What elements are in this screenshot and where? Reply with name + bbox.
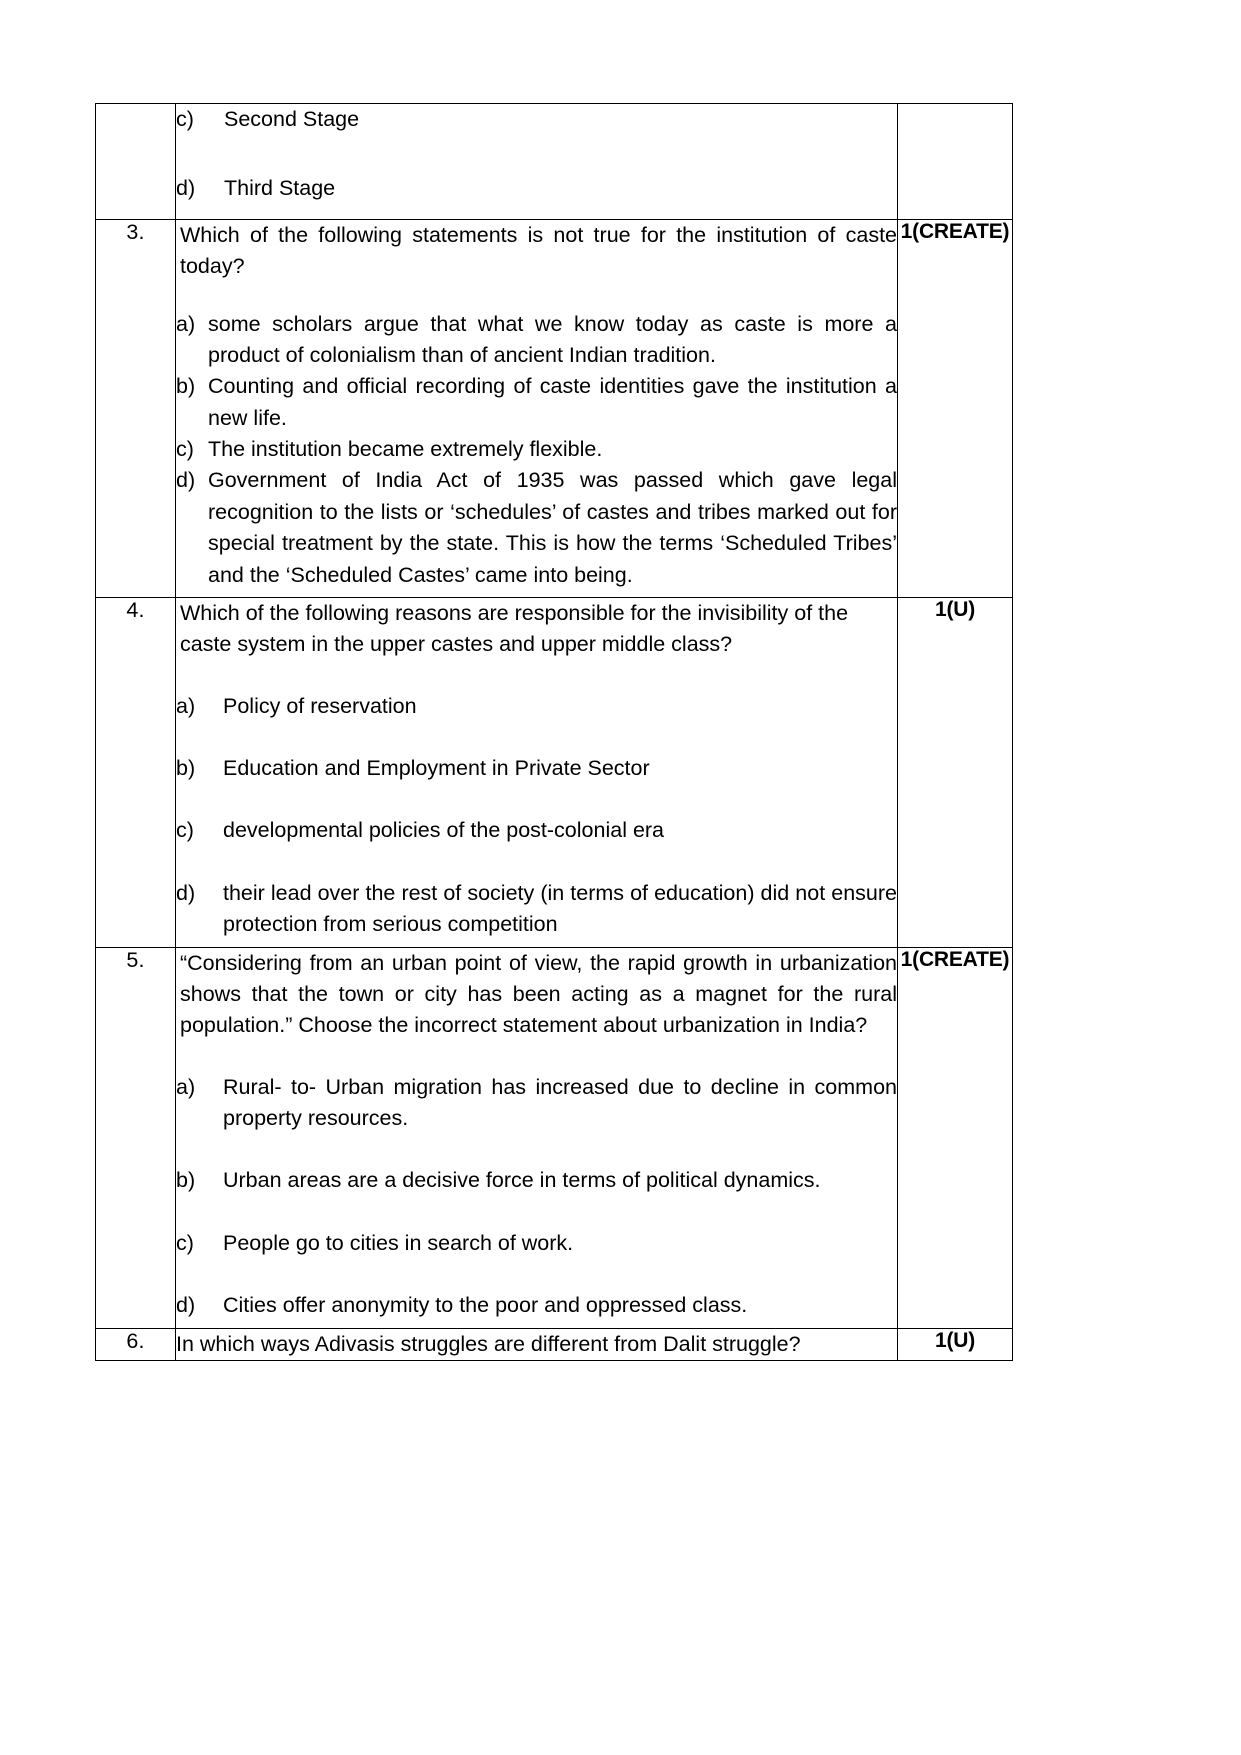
list-item [176,465,897,591]
option-label: b) [176,756,196,780]
option-label: d) [176,176,196,201]
option-text: Urban areas are a decisive force in terms of political dynamics. [223,1168,821,1193]
question-body-cell [176,597,898,947]
table-row [96,104,1013,220]
option-label: c) [176,818,194,843]
marks-cell [898,947,1013,1328]
option-text: Counting and official recording of caste identities gave the institution a new life. [208,374,897,430]
marks-value: 1(CREATE) [900,219,1010,243]
question-stem: Which of the following statements is not true for the institution of caste today? [180,222,897,279]
option-label: c) [176,437,194,461]
question-number: 4. [126,597,145,622]
question-number-cell [96,104,176,220]
option-label: a) [176,1074,196,1099]
list-item [176,1165,897,1196]
option-label: d) [176,880,196,905]
option-label: b) [176,374,196,399]
option-text: some scholars argue that what we know today as caste is more a product of colonialism than of ancient Indian tradition. [208,311,897,367]
table-row [96,947,1013,1328]
option-list [176,1072,897,1322]
question-body-cell [176,1328,898,1360]
marks-cell [898,104,1013,220]
question-number-cell [96,219,176,597]
question-stem: In which ways Adivasis struggles are different from Dalit struggle? [176,1331,801,1356]
list-item [176,878,897,941]
option-label: b) [176,1168,196,1193]
question-table [95,103,1013,1361]
list-item [176,434,897,465]
list-item [176,815,897,846]
option-text: The institution became extremely flexible. [208,437,603,461]
option-list [176,309,897,591]
list-item [176,1072,897,1135]
option-text: Policy of reservation [223,693,417,718]
table-row [96,219,1013,597]
question-body-cell [176,947,898,1328]
marks-value: 1(U) [934,597,976,621]
list-item [176,753,897,784]
question-number: 3. [126,219,145,244]
option-text: Third Stage [224,176,336,201]
table-row [96,597,1013,947]
option-text: Rural- to- Urban migration has increased due to decline in common property resources. [223,1074,897,1130]
option-list [176,691,897,941]
option-text: developmental policies of the post-colonial era [223,818,665,843]
question-number-cell [96,1328,176,1360]
question-number: 5. [126,947,145,972]
list-item [176,691,897,722]
list-item [176,309,897,372]
option-label: d) [176,468,196,493]
marks-cell [898,597,1013,947]
list-item [176,1228,897,1259]
list-item [176,1290,897,1321]
list-item [176,104,897,135]
option-text: their lead over the rest of society (in terms of education) did not ensure protection from serious competition [223,880,897,937]
marks-value: 1(CREATE) [900,947,1010,971]
option-label: a) [176,693,196,718]
list-item [176,371,897,434]
question-body-cell [176,219,898,597]
option-label: a) [176,311,196,336]
marks-cell [898,219,1013,597]
option-label: d) [176,1293,196,1318]
option-text: Cities offer anonymity to the poor and oppressed class. [223,1293,748,1318]
option-text: Government of India Act of 1935 was passed which gave legal recognition to the lists or ‘schedules’ of castes and tribes marked out for special treatment by the state. This is how the terms ‘Scheduled Tribes’ and the ‘Scheduled Castes’ came into being. [208,468,897,587]
option-text: People go to cities in search of work. [223,1230,574,1255]
marks-cell [898,1328,1013,1360]
question-stem: Which of the following reasons are responsible for the invisibility of the caste system in the upper castes and upper middle class? [180,600,849,657]
table-row [96,1328,1013,1360]
list-item [176,173,897,204]
option-label: c) [176,1230,194,1255]
question-number-cell [96,597,176,947]
question-body-cell [176,104,898,220]
option-text: Education and Employment in Private Sector [223,756,650,780]
option-label: c) [176,107,194,131]
question-stem: “Considering from an urban point of view, the rapid growth in urbanization shows that the town or city has been acting as a magnet for the rural population.” Choose the incorrect statement about urbanization in India? [180,950,897,1038]
option-list [176,104,897,205]
question-number-cell [96,947,176,1328]
option-text: Second Stage [224,107,360,131]
question-number: 6. [126,1328,145,1353]
marks-value: 1(U) [934,1328,976,1352]
